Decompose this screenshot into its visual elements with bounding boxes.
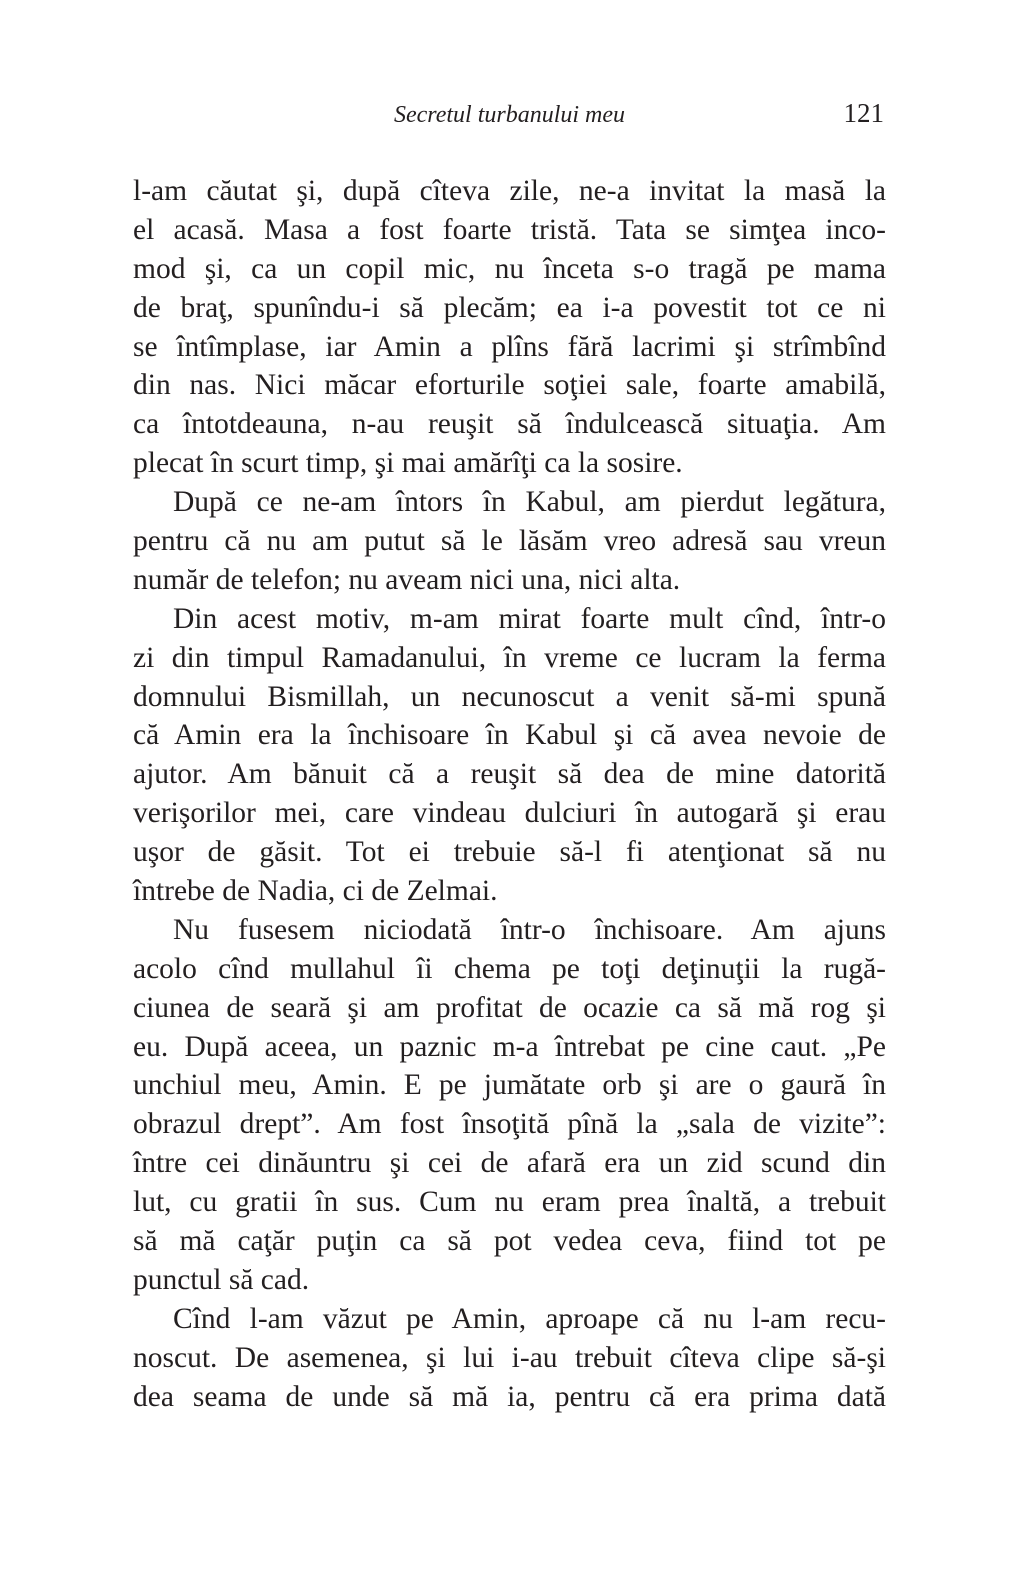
page-number: 121 bbox=[843, 98, 884, 128]
text-line: unchiul meu, Amin. E pe jumătate orb şi are o gaură în bbox=[133, 1069, 886, 1102]
text-line: ajutor. Am bănuit că a reuşit să dea de mine datorită bbox=[133, 758, 886, 791]
text-line: lut, cu gratii în sus. Cum nu eram prea înaltă, a trebuit bbox=[133, 1186, 886, 1219]
text-line: ciunea de seară şi am profitat de ocazie ca să mă rog şi bbox=[133, 991, 886, 1024]
text-line: noscut. De asemenea, şi lui i-au trebuit cîteva clipe să-şi bbox=[133, 1341, 886, 1374]
text-line: ca întotdeauna, n-au reuşit să îndulcească situaţia. Am bbox=[133, 408, 886, 441]
text-line: Cînd l-am văzut pe Amin, aproape că nu l-am recu- bbox=[173, 1302, 886, 1335]
text-line: domnului Bismillah, un necunoscut a venit să-mi spună bbox=[133, 680, 886, 713]
text-line: număr de telefon; nu aveam nici una, nici alta. bbox=[133, 563, 681, 596]
paragraph bbox=[133, 1300, 886, 1417]
running-header bbox=[133, 98, 886, 138]
text-line: între cei dinăuntru şi cei de afară era un zid scund din bbox=[133, 1147, 886, 1180]
text-line: de braţ, spunîndu-i să plecăm; ea i-a povestit tot ce ni bbox=[133, 291, 886, 324]
paragraph bbox=[133, 483, 886, 600]
text-line: verişorilor mei, care vindeau dulciuri în autogară şi erau bbox=[133, 797, 886, 830]
text-line: Din acest motiv, m-am mirat foarte mult cînd, într-o bbox=[173, 602, 886, 635]
text-line: el acasă. Masa a fost foarte tristă. Tata se simţea inco- bbox=[133, 213, 886, 246]
text-line: l-am căutat şi, după cîteva zile, ne-a invitat la masă la bbox=[133, 175, 886, 207]
text-line: acolo cînd mullahul îi chema pe toţi deţinuţii la rugă- bbox=[133, 952, 886, 985]
text-line: că Amin era la închisoare în Kabul şi că avea nevoie de bbox=[133, 719, 886, 752]
text-line: eu. După aceea, un paznic m-a întrebat pe cine caut. „Pe bbox=[133, 1030, 886, 1063]
text-line: plecat în scurt timp, şi mai amărîţi ca la sosire. bbox=[133, 447, 683, 480]
text-line: dea seama de unde să mă ia, pentru că era prima dată bbox=[133, 1380, 886, 1413]
text-line: După ce ne-am întors în Kabul, am pierdut legătura, bbox=[173, 486, 886, 519]
paragraph bbox=[133, 172, 886, 483]
text-line: pentru că nu am putut să le lăsăm vreo adresă sau vreun bbox=[133, 525, 886, 558]
text-line: zi din timpul Ramadanului, în vreme ce lucram la ferma bbox=[133, 641, 886, 674]
paragraph bbox=[133, 911, 886, 1300]
paragraph bbox=[133, 600, 886, 911]
text-line: întrebe de Nadia, ci de Zelmai. bbox=[133, 875, 498, 908]
text-line: obrazul drept”. Am fost însoţită pînă la „sala de vizite”: bbox=[133, 1108, 886, 1141]
running-title: Secretul turbanului meu bbox=[393, 102, 626, 128]
text-line: să mă caţăr puţin ca să pot vedea ceva, fiind tot pe bbox=[133, 1225, 886, 1258]
text-line: uşor de găsit. Tot ei trebuie să-l fi atenţionat să nu bbox=[133, 836, 886, 869]
text-line: Nu fusesem niciodată într-o închisoare. Am ajuns bbox=[173, 913, 886, 946]
text-line: se întîmplase, iar Amin a plîns fără lacrimi şi strîmbînd bbox=[133, 330, 886, 363]
text-line: punctul să cad. bbox=[133, 1263, 310, 1296]
text-line: din nas. Nici măcar eforturile soţiei sale, foarte amabilă, bbox=[133, 369, 886, 402]
body-text bbox=[133, 172, 886, 1417]
text-line: mod şi, ca un copil mic, nu înceta s-o tragă pe mama bbox=[133, 252, 886, 285]
